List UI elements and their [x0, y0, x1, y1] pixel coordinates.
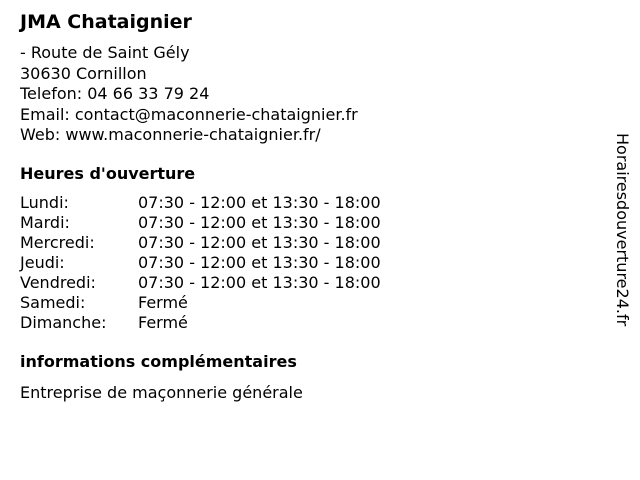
- business-card: [20, 10, 610, 403]
- email-line: Email: contact@maconnerie-chataignier.fr: [20, 104, 358, 124]
- hours-time: Fermé: [138, 292, 188, 312]
- hours-day: Mercredi:: [20, 232, 95, 252]
- info-text: Entreprise de maçonnerie générale: [20, 382, 303, 402]
- info-heading: informations complémentaires: [20, 351, 297, 371]
- hours-time: 07:30 - 12:00 et 13:30 - 18:00: [138, 232, 381, 252]
- hours-time: 07:30 - 12:00 et 13:30 - 18:00: [138, 272, 381, 292]
- hours-row: [20, 233, 381, 253]
- hours-time: 07:30 - 12:00 et 13:30 - 18:00: [138, 192, 381, 212]
- phone-line: Telefon: 04 66 33 79 24: [20, 84, 210, 103]
- hours-day: Jeudi:: [20, 252, 65, 272]
- hours-row: [20, 273, 381, 293]
- hours-time: 07:30 - 12:00 et 13:30 - 18:00: [138, 252, 381, 272]
- address-city: 30630 Cornillon: [20, 63, 147, 83]
- address-block: [20, 43, 610, 146]
- hours-day: Lundi:: [20, 192, 69, 212]
- hours-time: 07:30 - 12:00 et 13:30 - 18:00: [138, 212, 381, 232]
- address-street: - Route de Saint Gély: [20, 43, 190, 62]
- hours-heading: Heures d'ouverture: [20, 163, 196, 183]
- hours-time: Fermé: [138, 312, 188, 332]
- hours-row: [20, 293, 381, 313]
- hours-day: Vendredi:: [20, 272, 96, 292]
- hours-row: [20, 193, 381, 213]
- hours-table: [20, 193, 381, 333]
- web-line: Web: www.maconnerie-chataignier.fr/: [20, 125, 321, 144]
- hours-day: Dimanche:: [20, 312, 107, 332]
- hours-day: Samedi:: [20, 292, 86, 312]
- hours-row: [20, 253, 381, 273]
- hours-row: [20, 213, 381, 233]
- brand-watermark: Horairesdouverture24.fr: [613, 133, 632, 327]
- hours-row: [20, 313, 381, 333]
- hours-day: Mardi:: [20, 212, 70, 232]
- business-name: JMA Chataignier: [20, 11, 192, 33]
